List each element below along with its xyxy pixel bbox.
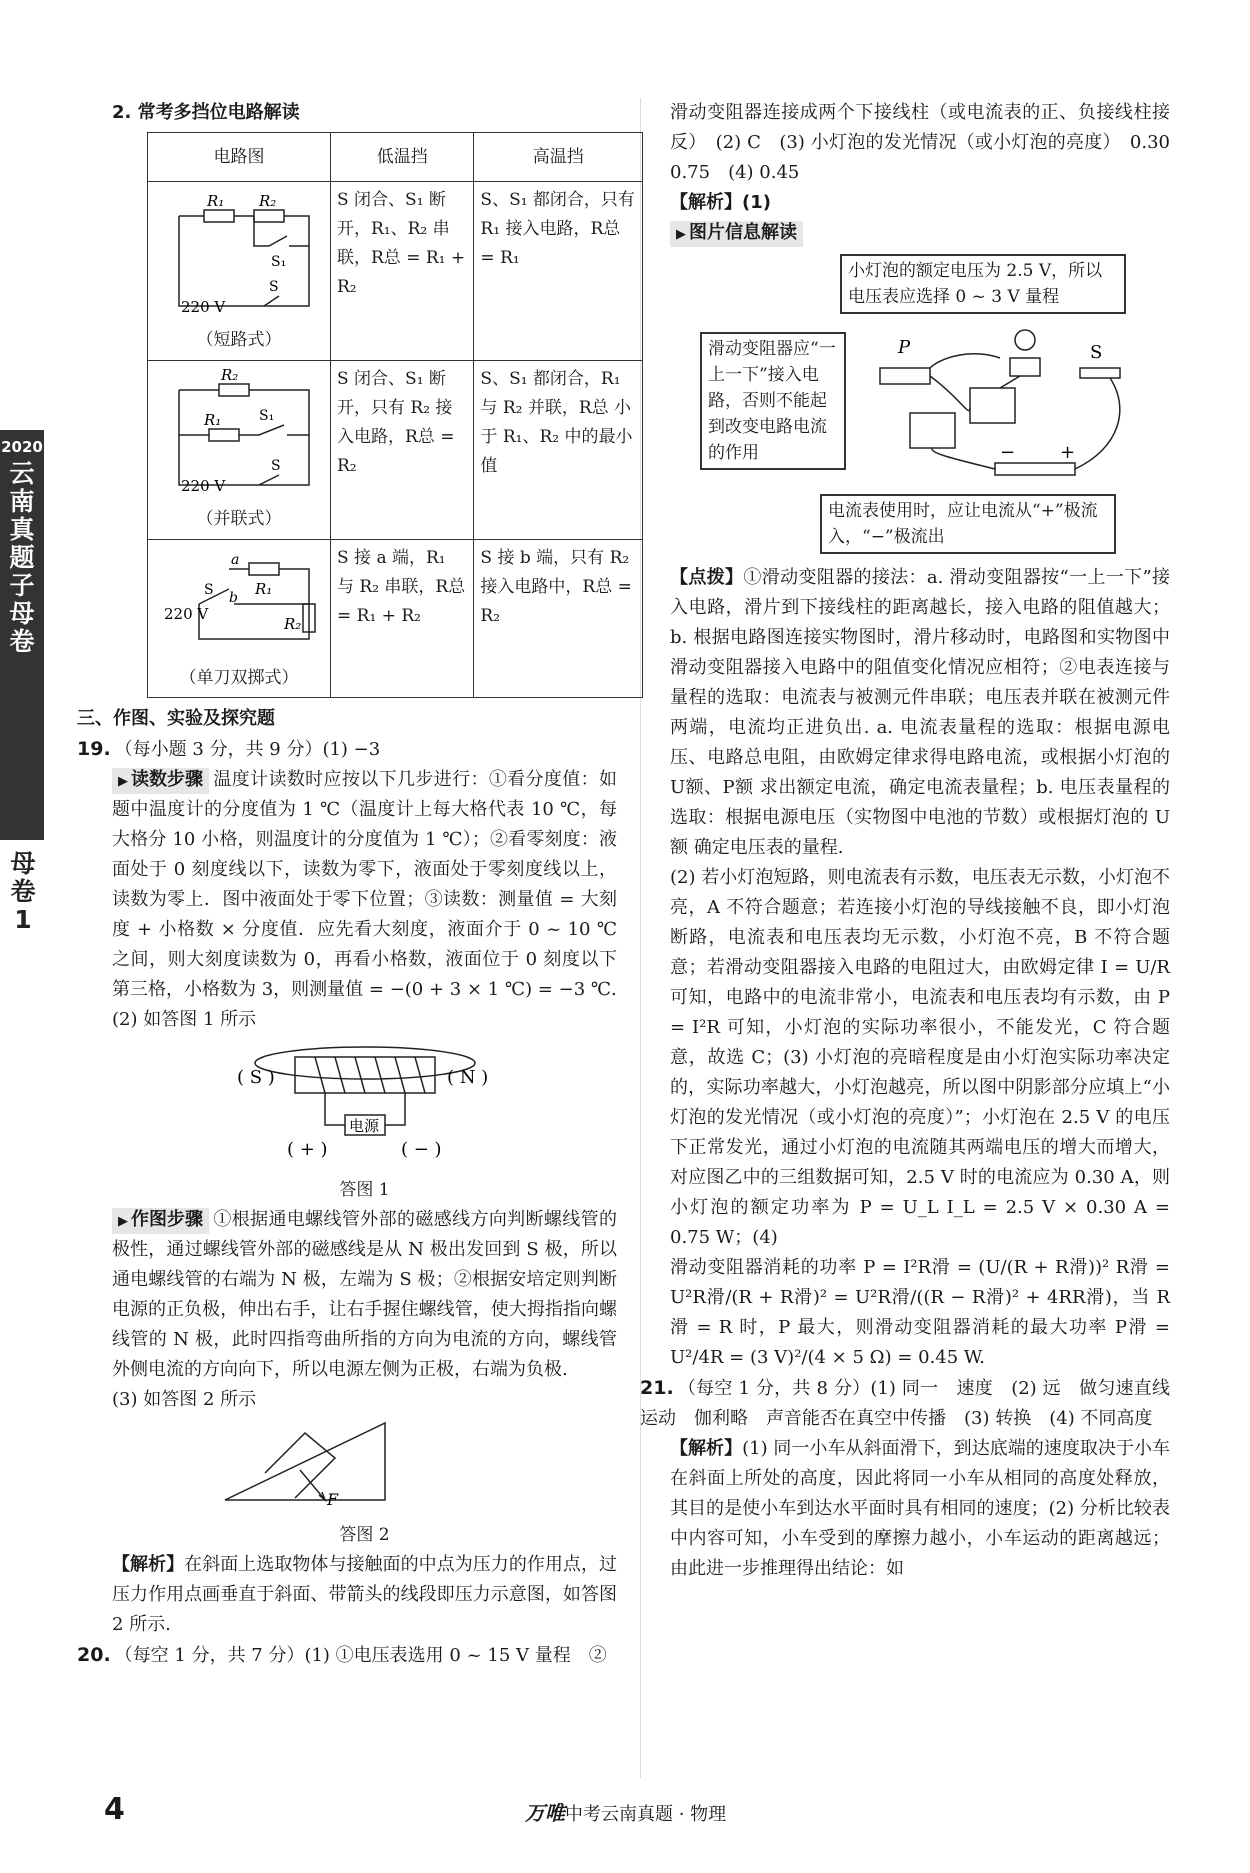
brand-logo: 万唯: [525, 1801, 565, 1825]
battery-plus: +: [1060, 442, 1076, 463]
answer-figure-2: [112, 1415, 617, 1550]
force-label: F: [326, 1490, 338, 1509]
q20-analysis-label: 【解析】(1): [670, 192, 771, 213]
q19-head: （每小题 3 分，共 9 分）(1) −3: [114, 739, 381, 760]
q19-reading-text: 温度计读数时应按以下几步进行：①看分度值：如题中温度计的分度值为 1 ℃（温度计上每大格代表 10 ℃，每大格分 10 小格，则温度计的分度值为 1 ℃）；②看零刻度：液面处于 0 刻度线以下，读数为零下，液面处于零刻度线以上，读数为零上．图中液面处于零下位置；③读数：测量值 = 大刻度 + 小格数 × 分度值．应先看大刻度，液面介于 0 ~ 10 ℃ 之间，则大刻度读数为 0，再看小格数，液面位于 0 刻度以下第三格，小格数为 3，则测量值 = −(0 + 3 × 1 ℃) = −3 ℃.: [112, 769, 617, 1000]
answer-figure-1: [112, 1035, 617, 1205]
svg-text:S₁: S₁: [271, 254, 287, 270]
section-heading: 三、作图、实验及探究题: [77, 708, 275, 729]
sidebar-title: 云南真题子母卷: [9, 459, 35, 656]
tip-label: 【点拨】: [670, 567, 744, 588]
voltage-label: 220 V: [181, 298, 226, 316]
minus-label: ( − ): [400, 1139, 442, 1160]
drawing-steps-tag: ▶ 作图步骤: [112, 1208, 209, 1234]
sidebar-year: 2020: [1, 438, 43, 456]
sidebar-tab: [0, 430, 44, 840]
circuit-table: [147, 132, 643, 698]
voltage-label: 220 V: [164, 605, 209, 623]
plus-label: ( + ): [286, 1139, 328, 1160]
tip-text: ①滑动变阻器的接法：a. 滑动变阻器按“一上一下”接入电路，滑片到下接线柱的距离越长，接入电路的阻值越大；b. 根据电路图连接实物图时，滑片移动时，电路图和实物图中滑动变阻器接入电路中的阻值变化情况应相符；②电表连接与量程的选取：电流表与被测元件串联；电压表并联在被测元件两端，电流均正进负出. a. 电流表量程的选取：根据电源电压、电路总电阻，由欧姆定律求得电路电流，或根据小灯泡的 U额、P额 求出额定电流，确定电流表量程；b. 电压表量程的选取：根据电源电压（实物图中电池的节数）或根据灯泡的 U额 确定电压表的量程.: [670, 567, 1171, 858]
callout-ammeter: 电流表使用时，应让电流从“+”极流入，“−”极流出: [820, 494, 1116, 554]
question-number: 21.: [640, 1377, 674, 1399]
diagram-label: （单刀双掷式）: [179, 668, 299, 688]
diagram-label: （并联式）: [196, 509, 282, 529]
svg-text:R₁: R₁: [204, 411, 222, 429]
q20-continuation: 滑动变阻器连接成两个下接线柱（或电流表的正、负接线柱接反） (2) C (3) 小灯泡的发光情况（或小灯泡的亮度） 0.30 0.75 (4) 0.45: [670, 102, 1188, 183]
analysis-label: 【解析】: [112, 1554, 185, 1575]
table-header: 高温挡: [474, 133, 643, 182]
battery-minus: −: [1000, 442, 1016, 463]
low-cell: S 闭合、S₁ 断开，R₁、R₂ 串联，R总 = R₁ + R₂: [331, 182, 474, 361]
s-pole-label: ( S ): [236, 1067, 275, 1088]
q21-head: （每空 1 分，共 8 分）(1) 同一 速度 (2) 远 做匀速直线运动 伽利略 声音能否在真空中传播 (3) 转换 (4) 不同高度: [640, 1378, 1170, 1429]
table-header: 电路图: [148, 133, 331, 182]
diagram-label: （短路式）: [196, 330, 282, 350]
analysis-label: 【解析】: [670, 1438, 743, 1459]
q19-drawing-text: ①根据通电螺线管外部的磁感线方向判断螺线管的极性，通过螺线管外部的磁感线是从 N 极出发回到 S 极，所以通电螺线管的右端为 N 极，左端为 S 极；②根据安培定则判断电源的正负极，伸出右手，让右手握住螺线管，使大拇指指向螺线管的 N 极，此时四指弯曲所指的方向为电流的方向，螺线管外侧电流的方向向下，所以电源左侧为正极，右端为负极.: [112, 1209, 617, 1380]
n-pole-label: ( N ): [446, 1067, 488, 1088]
short-circuit-diagram: [159, 186, 319, 316]
voltage-label: 220 V: [181, 477, 226, 495]
svg-text:R₁: R₁: [207, 192, 225, 210]
svg-text:S₁: S₁: [259, 408, 275, 424]
power-label: 电源: [348, 1117, 379, 1135]
figure-caption: 答图 1: [339, 1180, 390, 1200]
callout-voltmeter: 小灯泡的额定电压为 2.5 V，所以电压表应选择 0 ~ 3 V 量程: [840, 254, 1126, 314]
svg-text:R₁: R₁: [255, 580, 273, 598]
svg-text:R₂: R₂: [259, 192, 277, 210]
question-number: 19.: [77, 738, 111, 760]
high-cell: S、S₁ 都闭合，只有 R₁ 接入电路，R总 = R₁: [474, 182, 643, 361]
high-cell: S、S₁ 都闭合，R₁ 与 R₂ 并联，R总 小于 R₁、R₂ 中的最小值: [474, 361, 643, 540]
q19-analysis-text: 在斜面上选取物体与接触面的中点为压力的作用点，过压力作用点画垂直于斜面、带箭头的线段即压力示意图，如答图 2 所示.: [112, 1554, 618, 1635]
svg-text:R₂: R₂: [221, 366, 239, 384]
footer: [525, 1797, 726, 1826]
svg-text:S: S: [204, 582, 214, 598]
q20-head: （每空 1 分，共 7 分）(1) ①电压表选用 0 ~ 15 V 量程 ②: [114, 1645, 607, 1666]
page-number: 4: [104, 1792, 125, 1827]
switch-label: S: [1090, 342, 1103, 363]
high-cell: S 接 b 端，只有 R₂ 接入电路中，R总 = R₂: [474, 540, 643, 698]
q19-part3: (3) 如答图 2 所示: [112, 1389, 257, 1410]
slider-label: P: [898, 337, 911, 358]
table-title: 2. 常考多挡位电路解读: [112, 102, 300, 123]
svg-text:S: S: [269, 279, 279, 295]
svg-text:S: S: [271, 458, 281, 474]
q21-analysis-text: (1) 同一小车从斜面滑下，到达底端的速度取决于小车在斜面上所处的高度，因此将同一小车从相同的高度处释放，其目的是使小车到达水平面时具有相同的速度；(2) 分析比较表中内容可知，小车受到的摩擦力越小，小车运动的距离越远；由此进一步推理得出结论：如: [670, 1438, 1171, 1579]
svg-text:R₂: R₂: [284, 615, 302, 633]
q20-part4: 滑动变阻器消耗的功率 P = I²R滑 = (U/(R + R滑))² R滑 = U²R滑/(R + R滑)² = U²R滑/((R − R滑)² + 4RR滑)，当 R滑 = R 时，P 最大，则滑动变阻器消耗的最大功率 P滑 = U²/4R = (3 V)²/(4 × 5 Ω) = 0.45 W.: [670, 1257, 1170, 1368]
low-cell: S 接 a 端，R₁ 与 R₂ 串联，R总 = R₁ + R₂: [331, 540, 474, 698]
callout-rheostat: 滑动变阻器应“一上一下”接入电路，否则不能起到改变电路电流的作用: [700, 332, 846, 470]
parallel-circuit-diagram: [159, 365, 319, 495]
question-number: 20.: [77, 1644, 111, 1666]
q19-part2: (2) 如答图 1 所示: [112, 1009, 257, 1030]
image-info-tag: ▶ 图片信息解读: [670, 221, 803, 247]
circuit-figure: [670, 248, 1170, 563]
footer-text: 中考云南真题 · 物理: [565, 1804, 727, 1825]
svg-text:b: b: [229, 590, 238, 606]
q20-part2: (2) 若小灯泡短路，则电流表有示数，电压表无示数，小灯泡不亮，A 不符合题意；若连接小灯泡的导线接触不良，即小灯泡断路，电流表和电压表均无示数，小灯泡不亮，B 不符合题意；若滑动变阻器接入电路的电阻过大，由欧姆定律 I = U/R 可知，电路中的电流非常小，电流表和电压表均有示数，由 P = I²R 可知，小灯泡的实际功率很小，不能发光，C 符合题意，故选 C；(3) 小灯泡的亮暗程度是由小灯泡实际功率决定的，实际功率越大，小灯泡越亮，所以图中阴影部分应填上“小灯泡的发光情况（或小灯泡的亮度）”；小灯泡在 2.5 V 的电压下正常发光，通过小灯泡的电流随其两端电压的增大而增大，对应图乙中的三组数据可知，2.5 V 时的电流应为 0.30 A，则小灯泡的额定功率为 P = U_L I_L = 2.5 V × 0.30 A = 0.75 W；(4): [670, 867, 1170, 1248]
left-column: [77, 98, 635, 1671]
spdt-circuit-diagram: [159, 544, 319, 654]
svg-text:a: a: [231, 552, 240, 568]
reading-steps-tag: ▶ 读数步骤: [112, 768, 209, 794]
low-cell: S 闭合、S₁ 断开，只有 R₂ 接入电路，R总 = R₂: [331, 361, 474, 540]
circuit-drawing: [670, 248, 1170, 488]
right-column: [640, 98, 1188, 1584]
figure-caption: 答图 2: [339, 1525, 390, 1545]
sidebar-subtitle: 母卷1: [10, 849, 36, 934]
table-header: 低温挡: [331, 133, 474, 182]
